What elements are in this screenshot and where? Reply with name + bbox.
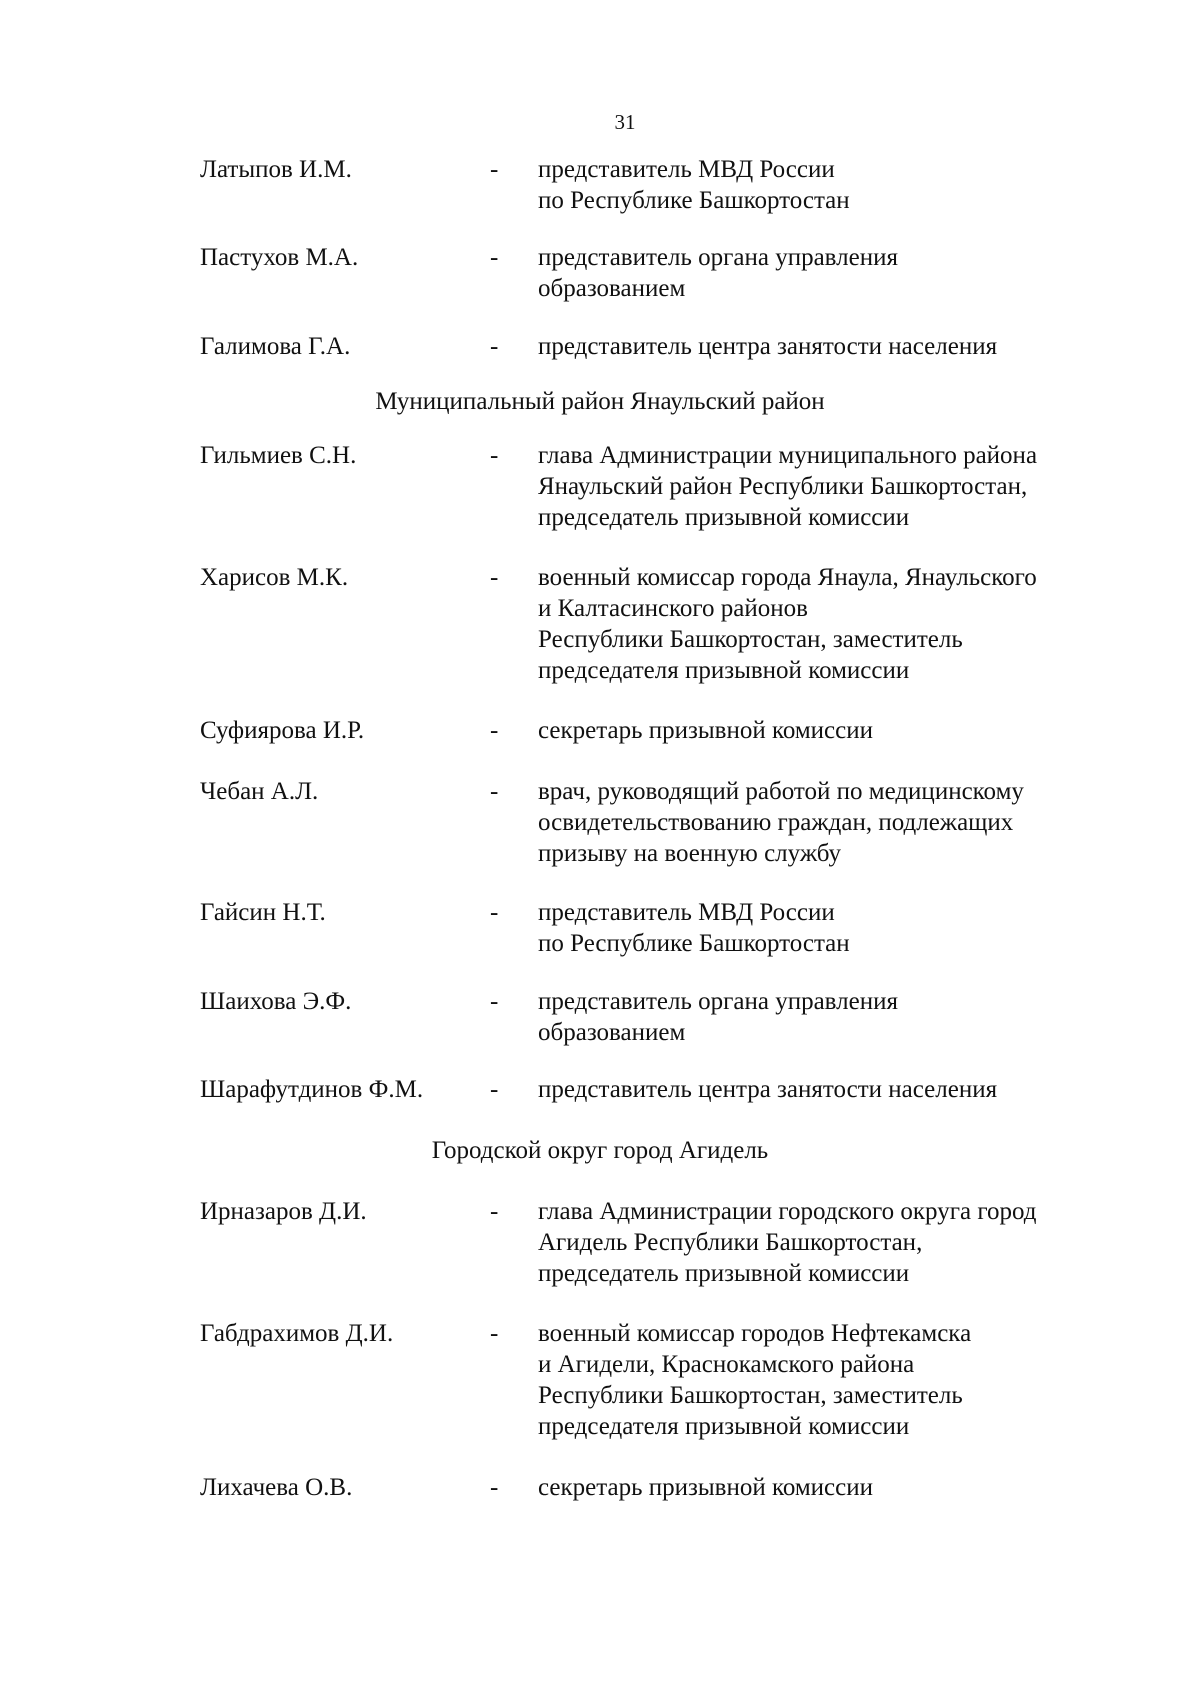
dash-separator: - <box>490 899 499 926</box>
member-name: Лихачева О.В. <box>200 1474 353 1501</box>
member-name: Ирназаров Д.И. <box>200 1198 367 1225</box>
member-role: представитель МВД России по Республике Башкортостан <box>538 156 850 214</box>
member-role: представитель органа управления образованием <box>538 244 898 302</box>
dash-separator: - <box>490 442 499 469</box>
member-role: секретарь призывной комиссии <box>538 1474 874 1501</box>
member-name: Суфиярова И.Р. <box>200 717 365 744</box>
member-role: военный комиссар городов Нефтекамска и Агидели, Краснокамского района Республики Башкортостан, заместитель председателя призывной комиссии <box>538 1320 972 1440</box>
dash-separator: - <box>490 1474 499 1501</box>
member-role: врач, руководящий работой по медицинскому освидетельствованию граждан, подлежащих призыву на военную службу <box>538 778 1024 867</box>
member-name: Шаихова Э.Ф. <box>200 988 352 1015</box>
dash-separator: - <box>490 1076 499 1103</box>
section-heading: Муниципальный район Янаульский район <box>375 388 825 415</box>
member-role: представитель МВД России по Республике Башкортостан <box>538 899 850 957</box>
dash-separator: - <box>490 156 499 183</box>
member-name: Чебан А.Л. <box>200 778 319 805</box>
member-name: Шарафутдинов Ф.М. <box>200 1076 424 1103</box>
member-name: Латыпов И.М. <box>200 156 352 183</box>
member-role: представитель органа управления образованием <box>538 988 898 1046</box>
dash-separator: - <box>490 717 499 744</box>
section-heading: Городской округ город Агидель <box>431 1137 769 1164</box>
member-role: представитель центра занятости населения <box>538 333 998 360</box>
dash-separator: - <box>490 778 499 805</box>
dash-separator: - <box>490 988 499 1015</box>
member-role: представитель центра занятости населения <box>538 1076 998 1103</box>
member-name: Габдрахимов Д.И. <box>200 1320 394 1347</box>
member-name: Гильмиев С.Н. <box>200 442 357 469</box>
member-role: военный комиссар города Янаула, Янаульского и Калтасинского районов Республики Башкортостан, заместитель председателя призывной комиссии <box>538 564 1037 684</box>
dash-separator: - <box>490 1198 499 1225</box>
member-role: секретарь призывной комиссии <box>538 717 874 744</box>
page-number: 31 <box>614 110 636 134</box>
dash-separator: - <box>490 333 499 360</box>
dash-separator: - <box>490 244 499 271</box>
dash-separator: - <box>490 1320 499 1347</box>
member-name: Гайсин Н.Т. <box>200 899 326 926</box>
member-name: Харисов М.К. <box>200 564 349 591</box>
dash-separator: - <box>490 564 499 591</box>
member-role: глава Администрации муниципального района Янаульский район Республики Башкортостан, председатель призывной комиссии <box>538 442 1038 531</box>
member-name: Галимова Г.А. <box>200 333 351 360</box>
member-name: Пастухов М.А. <box>200 244 359 271</box>
member-role: глава Администрации городского округа город Агидель Республики Башкортостан, председатель призывной комиссии <box>538 1198 1037 1287</box>
